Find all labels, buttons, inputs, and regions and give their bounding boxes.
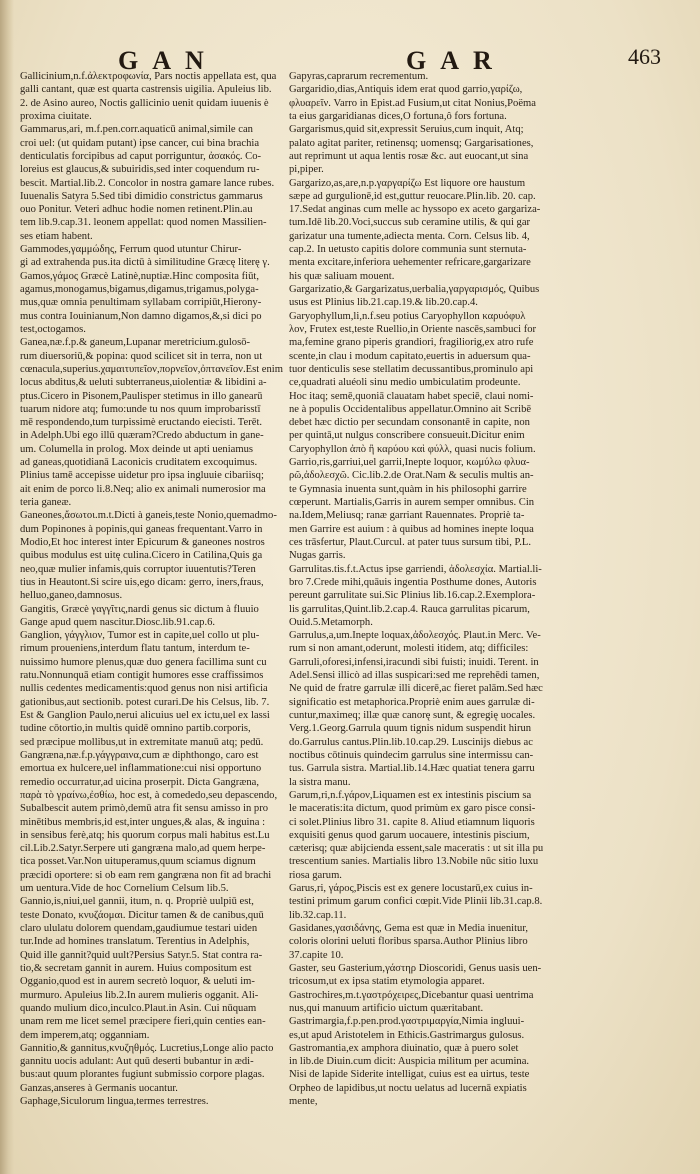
text-line: Garus,ri, γάρος,Piscis est ex genere locustarū,ex cuius in-: [289, 883, 533, 895]
right-text-column: [289, 70, 568, 1108]
text-line: na.Idem,Meliusq; ranæ garriant Rauennates. Propriè ta-: [289, 510, 525, 522]
text-line: tio,& secretam gannit in aurem. Huius compositum est: [20, 962, 252, 974]
text-line: Ne quid de fratre garrulæ illi dicerē,ac fieret palām.Sed hæc: [289, 683, 543, 695]
text-line: garizatur una tumente,adiecta menta. Corn. Celsus lib. 4,: [289, 230, 530, 242]
text-line: Gastrimargia,f.p.pen.prod.γαστριμαργία,Nimia ingluui-: [289, 1016, 525, 1028]
text-line: tem lib.9.cap.31. leonem appellat: quod nomen Massilien-: [20, 217, 267, 229]
text-line: palato agitat pariter, retinensq; uomensq; Gargarisationes,: [289, 137, 534, 149]
text-line: sæpe ad gurgulionē,id est,guttur reuocare.Plin.lib. 20. cap.: [289, 190, 536, 202]
text-line: cuntur,maximeq; illæ quæ canorę sunt, & egregię uocales.: [289, 710, 536, 721]
text-line: Ganeones,ἄσωτοι.m.t.Dicti à ganeis,teste Nonio,quemadmo-: [20, 510, 277, 522]
text-line: teria ganeæ.: [20, 497, 72, 508]
text-line: tica posset.Var.Non uituperamus,quum sciamus dignum: [20, 856, 256, 868]
text-line: 2. de Asino aureo, Noctis gallicinio uenit quidam iuuenis è: [20, 97, 269, 109]
text-line: Plinius tamē accepisse uidetur pro ipsa ingluuie cibariisq;: [20, 470, 264, 482]
text-line: in Adelph.Ubi ego illū quæram?Credo abductum in gane-: [20, 430, 264, 442]
text-line: quando mulium dico,inculco.Plaut.in Asin. Cui nūquam: [20, 1002, 257, 1014]
text-line: ratu.Nonnunquā etiam contigit humores esse craffissimos: [20, 670, 264, 682]
text-line: remedio occurratur,ad uicina proserpit. Dicta Gangræna,: [20, 776, 260, 788]
text-line: his quæ saliuam mouent.: [289, 270, 395, 282]
text-line: Garrio,ris,garriui,uel garrii,Inepte loquor, κωμύλω φλυα-: [289, 457, 530, 469]
text-line: proxima ciuitate.: [20, 110, 92, 122]
text-line: ne à populis Occidentalibus appellatur.Omnino ait Scribē: [289, 403, 532, 415]
text-line: tuarum nidore atq; fumo:unde tu nos quum improbarisstī: [20, 403, 261, 415]
text-line: Nisi de lapide Siderite intelligat, cuius est ea uirtus, teste: [289, 1069, 530, 1081]
text-line: Adel.Sensi illicò ad illas suspicari:sed me reprehēdi tamen,: [289, 670, 540, 682]
text-line: gannitu uocis adulant: Aut quū deserti bubantur in ædi-: [20, 1056, 254, 1068]
text-line: sed præcipue mollibus,ut in extremitate manuū atq; pedū.: [20, 736, 264, 748]
text-line: neo,quæ mulier infamis,quis corruptor iuuentutis?Teren: [20, 563, 256, 575]
text-line: es,ut apud Aristotelem in Ethicis.Gastrimargus gulosus.: [289, 1029, 525, 1041]
text-line: pi,piper.: [289, 164, 324, 176]
text-line: Verg.1.Georg.Garrula quum tignis nidum suspendit hirun: [289, 723, 532, 735]
text-line: tuor denticulis sese stellatim decussantibus,prominulo api: [289, 363, 534, 375]
text-line: cœperunt. Martialis,Garris in aurem semper omnibus. Cin: [289, 497, 535, 508]
text-line: exquisiti genus quod garum uocauere, intestinis piscium,: [289, 829, 530, 841]
text-line: Gasidanes,γασιδάνης, Gema est quæ in Media inuenitur,: [289, 923, 529, 934]
text-line: nuissimo humore plenus,quæ duo genera facillima sunt cu: [20, 656, 267, 668]
text-line: bescit. Martial.lib.2. Concolor in nostra gamare lance rubes.: [20, 177, 275, 189]
text-line: galli cantant, quæ est quarta castrensis uigilia. Apuleius lib.: [20, 84, 272, 96]
text-line: nullis cedentes medicamentis:quod genus non nisi artificia: [20, 683, 268, 695]
text-line: Gamos,γάμος Græcè Latinè,nuptiæ.Hinc composita fiūt,: [20, 270, 260, 282]
text-line: mē respondendo,tum turpissimè eructando eiecisti. Terēt.: [20, 417, 263, 429]
text-line: Nugas garris.: [289, 550, 346, 562]
text-line: gationibus,aut sectionib. potest curari.De his Celsus, lib. 7.: [20, 696, 270, 708]
text-line: Quid ille gannit?quid uult?Persius Satyr.5. Stat contra ra-: [20, 949, 263, 961]
text-line: denticulatis forcipibus ad caput porriguntur, ἀσακός. Co-: [20, 150, 262, 162]
text-line: dem imperem,atq; ogganniam.: [20, 1029, 150, 1041]
text-line: cap.2. In uetusto capitis dolore communia sunt sternuta-: [289, 244, 527, 256]
text-line: lis garrulitas,Quint.lib.2.cap.4. Rauca garrulitas picarum,: [289, 603, 530, 615]
text-line: tricosum,ut ex ipsa statim etymologia apparet.: [289, 976, 485, 988]
text-line: Caryophyllon ἀπὸ ἢ καρύου καὶ φύλλ, quasi nucis folium.: [289, 443, 536, 455]
text-line: 37.capite 10.: [289, 949, 344, 961]
text-line: Garruli,oforesi,infensi,iracundi sibi fuisti; inuidi. Terent. in: [289, 656, 539, 668]
left-text-column: [20, 70, 283, 1108]
text-line: in sensibus ferè,atq; his quorum corpus mali habitus est.Lu: [20, 829, 270, 841]
text-line: Ouid.5.Metamorph.: [289, 616, 373, 628]
text-line: Garrulitas.tis.f.t.Actus ipse garriendi, ἀδολεσχία. Martial.li-: [289, 563, 542, 575]
text-line: Gannio,is,niui,uel gannii, itum, n. q. Propriè uulpiū est,: [20, 896, 254, 908]
text-line: bus:aut quum plorantes fugiunt submissio corpore plagas.: [20, 1069, 265, 1081]
text-line: Gangitis, Græcè γαγγῖτις,nardi genus sic dictum à fluuio: [20, 603, 259, 615]
text-line: Est & Ganglion Paulo,nerui alicuius uel ex ictu,uel ex lassi: [20, 710, 270, 721]
text-line: Modio,Et hoc interest inter Epicurum & ganeones nostros: [20, 536, 265, 548]
text-line: Gange apud quem nascitur.Diosc.lib.91.cap.6.: [20, 616, 216, 628]
text-line: cil.Lib.2.Satyr.Serpere uti gangræna malo,ad quem herpe-: [20, 843, 266, 855]
text-line: emortua ex hulcere,uel inflammatione:cui nisi opportuno: [20, 763, 262, 775]
text-line: Gastromantia,ex amphora diuinatio, quæ à puero solet: [289, 1042, 519, 1054]
text-line: φλυαρεῖν. Varro in Epist.ad Fusium,ut citat Nonius,Poëma: [289, 97, 536, 109]
text-line: tus. Garrula sistra. Martial.lib.14.Hæc quatiat tenera garru: [289, 763, 535, 775]
text-line: usus est Plinius lib.21.cap.19.& lib.20.cap.4.: [289, 297, 478, 309]
text-line: cæterisq; quæ abijcienda essent,sale maceratis : ut sit illa pu: [289, 843, 544, 855]
text-line: ouo Ponitur. Veteri adhuc hodie nomen retinent.Plin.au: [20, 204, 253, 216]
text-line: coloris olorini ueluti floribus sparsa.Author Plinius libro: [289, 936, 528, 948]
text-line: tudine cōtortio,in multis quidē omnino partib.corporis,: [20, 723, 251, 735]
text-line: ptus.Cicero in Pisonem,Paulisper stetimus in illo ganearū: [20, 390, 263, 402]
text-line: riosa garum.: [289, 869, 342, 881]
text-line: tius in Heautont.Si scire uis,ego dicam: gerro, iners,fraus,: [20, 576, 264, 588]
text-line: Orpheo de lapidibus,ut noctu uelatus ad lucernā expiatis: [289, 1082, 527, 1094]
text-line: cœnacula,superius.χαμαιτυπεῖον,πορνεῖον,ὀπτανεῖον.Est enim: [20, 363, 283, 375]
text-line: ce,quadrati aluéoli sinu medio umbiculatim prodeunte.: [289, 377, 521, 389]
text-line: παρὰ τὸ γραίνω,ἐσθίω, hoc est, à comededo,seu depascendo,: [20, 789, 278, 801]
text-line: ci solet.Plinius libro 31. capite 8. Aliud etiamnum liquoris: [289, 816, 535, 828]
text-line: men Garrire est auium : à quibus ad homines inepte loqua: [289, 523, 534, 535]
text-line: Garrulus,a,um.Inepte loquax,ἀδολεσχός. Plaut.in Merc. Ve-: [289, 630, 541, 642]
text-line: quibus modulus est uitę culina.Cicero in Catilina,Quis ga: [20, 550, 263, 562]
text-line: Gargaridio,dias,Antiquis idem erat quod garrio,γαρίζω,: [289, 84, 523, 96]
text-line: Gaphage,Siculorum lingua,termes terrestres.: [20, 1096, 209, 1108]
text-line: lib.32.cap.11.: [289, 909, 347, 921]
text-line: mente,: [289, 1096, 318, 1108]
text-line: per quintā,ut nulgus conscribere consueuit.Dicitur enim: [289, 430, 525, 442]
text-line: Gapyras,caprarum recrementum.: [289, 71, 429, 82]
text-line: mus contra Iouinianum,Non damno digamos,&,si dici po: [20, 310, 262, 322]
text-line: minētibus membris,id est,inter ungues,& alas, & inguina :: [20, 816, 266, 828]
text-line: ses etiam habent.: [20, 230, 93, 242]
text-line: le maceratis:ita dictum, quod primùm ex garo pisce consi-: [289, 803, 536, 815]
text-line: test,octogamos.: [20, 323, 86, 335]
text-line: ait enim de porco li.8.Neq; alio ex animali numerosior ma: [20, 483, 266, 495]
text-line: trescentium sanies. Martialis libro 13.Nobile nūc sitio luxu: [289, 856, 539, 868]
text-line: Gammodes,γαμμώδης, Ferrum quod utuntur Chirur-: [20, 244, 242, 256]
text-line: noctibus cōtinuis quindecim garrulus sine intermissu can-: [289, 749, 534, 761]
text-line: Ganea,næ.f.p.& ganeum,Lupanar meretricium.gulosō-: [20, 337, 251, 349]
text-line: nus,qui manuum artificio uictum quæritabant.: [289, 1002, 484, 1014]
text-line: debet hæc dictio per secundam consonantē in capite, non: [289, 417, 530, 429]
text-line: loreius est glaucus,& subuiridis,sed inter coquendum ru-: [20, 164, 260, 176]
text-line: Gastrochires,m.t.γαστρόχειρες,Dicebantur quasi uentrima: [289, 989, 534, 1001]
text-line: la sistra manu.: [289, 776, 351, 788]
text-line: murmuro. Apuleius lib.2.In aurem mulieris ogganit. Ali-: [20, 989, 259, 1001]
text-line: rum diuersoriū,& popina: quod scilicet sit in terra, non ut: [20, 350, 263, 362]
text-line: in lib.de Diuin.cum dicit: Auspicia militum per acumina.: [289, 1056, 530, 1068]
header-left-guide-word: GAN: [118, 46, 218, 75]
text-line: Gangræna,næ.f.p.γάγγραινα,cum æ diphthongo, caro est: [20, 749, 259, 761]
text-line: helluo,ganeo,damnosus.: [20, 590, 123, 602]
text-line: claro ululatu dolorem quendam,gaudiumue testari uiden: [20, 923, 258, 934]
text-line: scente,in clau i modum capitato,euertis in aduersum qua-: [289, 350, 531, 362]
text-line: Hoc itaq; semē,quoniā clauatam habet speciē, claui nomi-: [289, 390, 534, 402]
text-line: 17.Sedat anginas cum melle ac hyssopo ex aceto gargariza-: [289, 204, 541, 216]
text-line: tur.Inde ad homines translatum. Terentius in Adelphis,: [20, 936, 250, 948]
text-line: Garum,ri,n.f.γάρον,Liquamen est ex intestinis piscium sa: [289, 789, 532, 801]
text-line: Ganglion, γάγγλιον, Tumor est in capite,uel collo ut plu-: [20, 630, 260, 642]
text-line: te Gymnasia inuenta sunt,quàm in his philosophi garrire: [289, 483, 527, 495]
text-line: ta eius gargaridianas dices,O fortuna,ô fors fortuna.: [289, 110, 507, 122]
text-line: Gargarismus,quid sit,expressit Seruius,cum inquit, Atq;: [289, 124, 524, 136]
text-line: dum Popinones à popinis,qui ganeas frequentant.Varro in: [20, 523, 263, 535]
text-line: rimum proueniens,interdum flatu tantum, interdum te-: [20, 643, 250, 655]
text-line: rum si non amant,oderunt, molesti itidem, atq; difficiles:: [289, 643, 529, 655]
text-line: pereunt garrulitate sui.Sic Plinius lib.16.cap.2.Exemplora-: [289, 590, 536, 602]
text-line: λον, Frutex est,teste Ruellio,in Oriente nascēs,sambuci for: [289, 323, 537, 335]
text-line: præcidi oportere: si ob eam rem gangræna non fit ad brachi: [20, 869, 272, 881]
page-number: 463: [628, 44, 661, 69]
header-right-guide-word: GAR: [406, 46, 506, 75]
text-line: Garyophyllum,li,n.f.seu potius Caryophyllon καρυόφυλ: [289, 310, 526, 322]
text-line: ma,femine grano piperis grandiori, fragiliorig,ex atro rufe: [289, 337, 534, 349]
text-line: bro 7.Crede mihi,quāuis ingentia Posthume dones, Autoris: [289, 576, 537, 588]
text-line: aut reprimunt ut aqua lentis rosæ &c. aut euocant,ut sina: [289, 150, 529, 162]
page-gutter: [0, 0, 14, 1174]
text-line: unam rem me licet semel præcipere fieri,quin centies ean-: [20, 1016, 266, 1028]
text-line: Subalbescit autem primò,demū atra fit sensu amisso in pro: [20, 803, 269, 815]
text-line: testini primum garum confici cœpit.Vide Plinii lib.31.cap.8.: [289, 896, 543, 908]
text-line: ces trāsfertur, Plaut.Curcul. at pater tuus sursum tibi, P.L.: [289, 536, 532, 548]
text-line: um uentura.Vide de hoc Cornelium Celsum lib.5.: [20, 883, 229, 895]
text-line: tum.Idē lib.20.Voci,succus sub ceramine utilis, & qui gar: [289, 217, 531, 229]
text-line: Gargarizo,as,are,n.p.γαργαρίζω Est liquore ore haustum: [289, 177, 526, 189]
text-line: Gannitio,& gannitus,κνυζηθμός. Lucretius,Longe alio pacto: [20, 1042, 274, 1054]
text-line: croi uel: (ut quidam putant) ipse cancer, cui bina brachia: [20, 137, 260, 149]
text-line: um. Columella in prolog. Mox deinde ut apti ueniamus: [20, 443, 254, 455]
text-line: ad ganeas,quotidianā Laconicis cruditatem excoquimus.: [20, 457, 258, 469]
text-line: locus abditus,& ueluti subterraneus,uiolentiæ & libidini a-: [20, 377, 267, 389]
text-line: Gammarus,ari, m.f.pen.corr.aquaticū animal,simile can: [20, 124, 253, 136]
text-line: agamus,monogamus,bigamus,digamus,trigamus,polyga-: [20, 284, 259, 295]
text-line: Ogganio,quod est in aurem secretò loquor, & ueluti im-: [20, 976, 255, 988]
text-line: Gaster, seu Gasterium,γάστηρ Dioscoridi, Genus uasis uen-: [289, 962, 542, 974]
text-line: Gallicinium,n.f.ἀλεκτροφωνία, Pars noctis appellata est, qua: [20, 71, 277, 82]
text-line: Gargarizatio,& Gargarizatus,uerbalia,γαργαρισμός, Quibus: [289, 284, 540, 295]
text-line: ρῶ,ἀδολεσχῶ. Cic.lib.2.de Orat.Nam & seculis multis an-: [289, 470, 534, 482]
text-line: menta excitare,inferiora uehementer refricare,gargarizare: [289, 257, 531, 269]
text-line: gi ad extrahenda pus.ita dictū à similitudine Græcę literę γ.: [20, 257, 270, 269]
text-line: Iuuenalis Satyra 5.Sed tibi dimidio constrictus gammarus: [20, 190, 263, 202]
text-line: do.Garrulus cantus.Plin.lib.10.cap.29. Luscinijs diebus ac: [289, 736, 533, 748]
text-line: Ganzas,anseres à Germanis uocantur.: [20, 1082, 178, 1094]
text-line: significatio est metaphorica.Propriè enim aues garrulæ di-: [289, 696, 535, 708]
text-line: teste Donato, κνυζάομαι. Dicitur tamen & de canibus,quū: [20, 909, 264, 921]
text-line: mus,quæ omnia penultimam syllabam corripiūt,Hierony-: [20, 297, 262, 309]
